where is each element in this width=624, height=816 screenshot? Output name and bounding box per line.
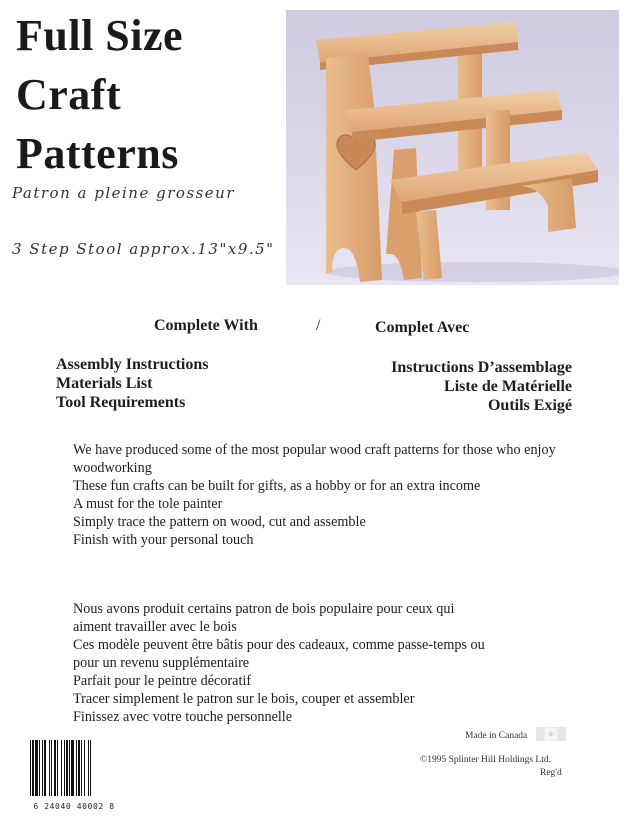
description-line: Finish with your personal touch	[73, 532, 254, 548]
barcode-bar	[76, 740, 77, 796]
barcode-bar	[39, 740, 40, 796]
title-line-2: Craft	[16, 70, 122, 119]
flag-icon	[536, 727, 566, 741]
description-line: Tracer simplement le patron sur le bois, couper et assembler	[73, 691, 415, 707]
list-item: Materials List	[56, 375, 153, 392]
list-item: Tool Requirements	[56, 394, 186, 411]
barcode-bar	[71, 740, 74, 796]
description-line: A must for the tole painter	[73, 496, 223, 512]
description-line: Parfait pour le peintre décoratif	[73, 673, 252, 689]
barcode-bar	[61, 740, 62, 796]
barcode-bar	[30, 740, 31, 796]
barcode-bar	[84, 740, 85, 796]
barcode-bar	[44, 740, 46, 796]
product-photo	[286, 10, 619, 285]
list-item: Instructions D’assemblage	[391, 359, 572, 376]
description-line: Finissez avec votre touche personnelle	[73, 709, 293, 725]
description-line: We have produced some of the most popular wood craft patterns for those who enjoy	[73, 442, 556, 458]
barcode-bar	[57, 740, 58, 796]
barcode	[28, 740, 120, 811]
barcode-bar	[78, 740, 80, 796]
barcode-bar	[42, 740, 43, 796]
description-en	[73, 441, 583, 549]
barcode-bar	[54, 740, 56, 796]
list-item: Liste de Matérielle	[444, 378, 572, 395]
subtitle-french: Patron a pleine grosseur	[12, 184, 236, 202]
title-line-3: Patterns	[16, 129, 179, 178]
complet-avec-heading: Complet Avec	[375, 319, 470, 336]
description-line: Nous avons produit certains patron de bois populaire pour ceux qui	[73, 601, 455, 617]
barcode-bar	[90, 740, 91, 796]
heading-separator: /	[316, 317, 321, 334]
barcode-bar	[49, 740, 50, 796]
title-line-1: Full Size	[16, 11, 184, 60]
step-stool-image	[286, 10, 619, 285]
description-line: Simply trace the pattern on wood, cut and assemble	[73, 514, 366, 530]
copyright-notice: ©1995 Splinter Hill Holdings Ltd.	[420, 755, 551, 765]
complete-with-heading: Complete With	[154, 317, 258, 334]
description-line: aiment travailler avec le bois	[73, 619, 237, 635]
registered-mark: Reg'd	[540, 768, 562, 778]
description-line: Ces modèle peuvent être bâtis pour des cadeaux, comme passe-temps ou	[73, 637, 485, 653]
list-item: Outils Exigé	[487, 397, 572, 414]
description-fr	[73, 600, 583, 726]
description-line: woodworking	[73, 460, 152, 476]
description-line: These fun crafts can be built for gifts, as a hobby or for an extra income	[73, 478, 481, 494]
barcode-bar	[35, 740, 38, 796]
included-list-fr	[391, 358, 572, 415]
barcode-bar	[51, 740, 52, 796]
barcode-number: 6 24040 40002 8	[33, 802, 115, 811]
barcode-bar	[32, 740, 34, 796]
barcode-bar	[88, 740, 89, 796]
description-line: pour un revenu supplémentaire	[73, 655, 250, 671]
made-in-canada: Made in Canada	[465, 731, 528, 741]
barcode-bar	[64, 740, 65, 796]
barcode-bar	[81, 740, 82, 796]
list-item: Assembly Instructions	[56, 356, 209, 373]
barcode-bars	[28, 740, 120, 796]
barcode-bar	[69, 740, 70, 796]
included-list-en	[56, 355, 208, 412]
barcode-bar	[66, 740, 68, 796]
product-size: 3 Step Stool approx.13"x9.5"	[12, 240, 275, 258]
